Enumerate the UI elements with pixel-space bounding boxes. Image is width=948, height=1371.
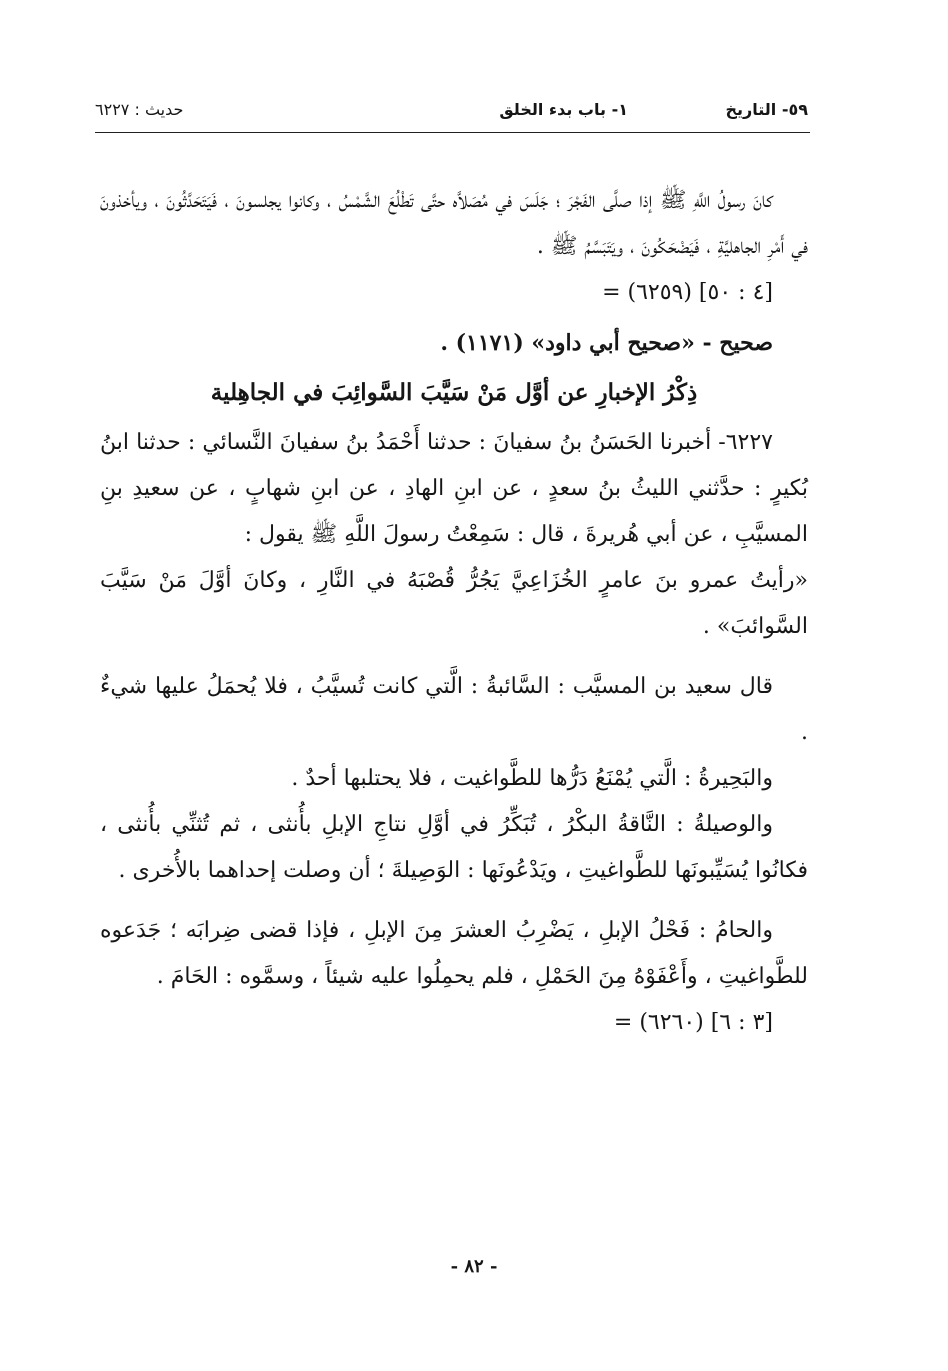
commentary-ham: والحامُ : فَحْلُ الإبلِ ، يَضْرِبُ العشرَ مِنَ الإبلِ ، فإذا قضى ضِرابَه ؛ جَدَعوه للطَّواغيتِ ، وأَعْفَوْهُ مِنَ الحَمْلِ ، فلم يحمِلُوا عليه شيئاً ، وسمَّوه : الحَامَ . [100, 918, 808, 989]
chapter-heading: ذِكْرُ الإخبارِ عن أوَّل مَنْ سَيَّبَ السَّوائِبَ في الجاهِلية [210, 379, 698, 406]
hadith-number: حديث : ٦٢٢٧ [95, 100, 184, 119]
hadith-grading: صحيح - «صحيح أبي داود» (١١٧١) . [440, 330, 773, 356]
page-body [100, 178, 808, 1046]
commentary-wasilah: والوصيلةُ : النَّاقةُ البكْرُ ، تُبَكِّرُ في أوَّلِ نتاجِ الإبلِ بأُنثى ، ثم تُثنِّي بأُنثى ، فكانُوا يُسَيِّبونَها للطَّواغيتِ ، ويَدْعُونَها : الوَصِيلةَ ؛ أن وصلت إحداهما بالأُخرى . [100, 812, 808, 883]
isnad-chain: ٦٢٢٧- أخبرنا الحَسَنُ بنُ سفيانَ : حدثنا أَحْمَدُ بنُ سفيانَ النَّسائي : حدثنا ابنُ بُكيرٍ : حدَّثني الليثُ بنُ سعدٍ ، عن ابنِ الهادِ ، عن ابنِ شهابٍ ، عن سعيدِ بنِ المسيَّبِ ، عن أبي هُريرةَ ، قال : سَمِعْتُ رسولَ اللَّهِ ﷺ يقول : [100, 430, 808, 547]
running-header [95, 100, 808, 130]
page-number: - ٨٢ - [450, 1256, 498, 1277]
cross-reference: = (٦٢٥٩) [٤ : ٥٠] [602, 280, 773, 305]
chapter-title: ٥٩- التاريخ [725, 100, 808, 119]
header-divider [95, 132, 810, 133]
hadith-text-continued: كانَ رسولُ اللَّهِ ﷺ إذا صلَّى الفَجْرَ ؛ جَلَسَ في مُصَلاَّه حتَّى تَطْلُعَ الشَّمْسُ ، وكانوا يجلسونَ ، فَيَتَحَدَّثُونَ ، ويأخذونَ في أَمْرِ الجاهليَّةِ ، فَيَضْحَكُونَ ، ويَتَبَسَّمُ ﷺ . [100, 188, 808, 259]
cross-reference-2: = (٦٢٦٠) [٣ : ٦] [613, 1010, 773, 1035]
hadith-matn: «رأيتُ عمرو بنَ عامرٍ الخُزَاعِيَّ يَجُرُّ قُصْبَهُ في النَّارِ ، وكانَ أوَّلَ مَنْ سَيَّبَ السَّوائبَ» . [100, 568, 808, 639]
commentary-bahirah: والبَحِيرةُ : الَّتي يُمْنَعُ دَرُّها للطَّواغيت ، فلا يحتلبها أحدٌ . [291, 766, 773, 791]
section-title: ١- باب بدء الخلق [499, 100, 628, 119]
commentary-saibah: قال سعيد بن المسيَّب : السَّائبةُ : الَّتي كانت تُسيَّبُ ، فلا يُحمَلُ عليها شيءٌ . [100, 674, 808, 745]
